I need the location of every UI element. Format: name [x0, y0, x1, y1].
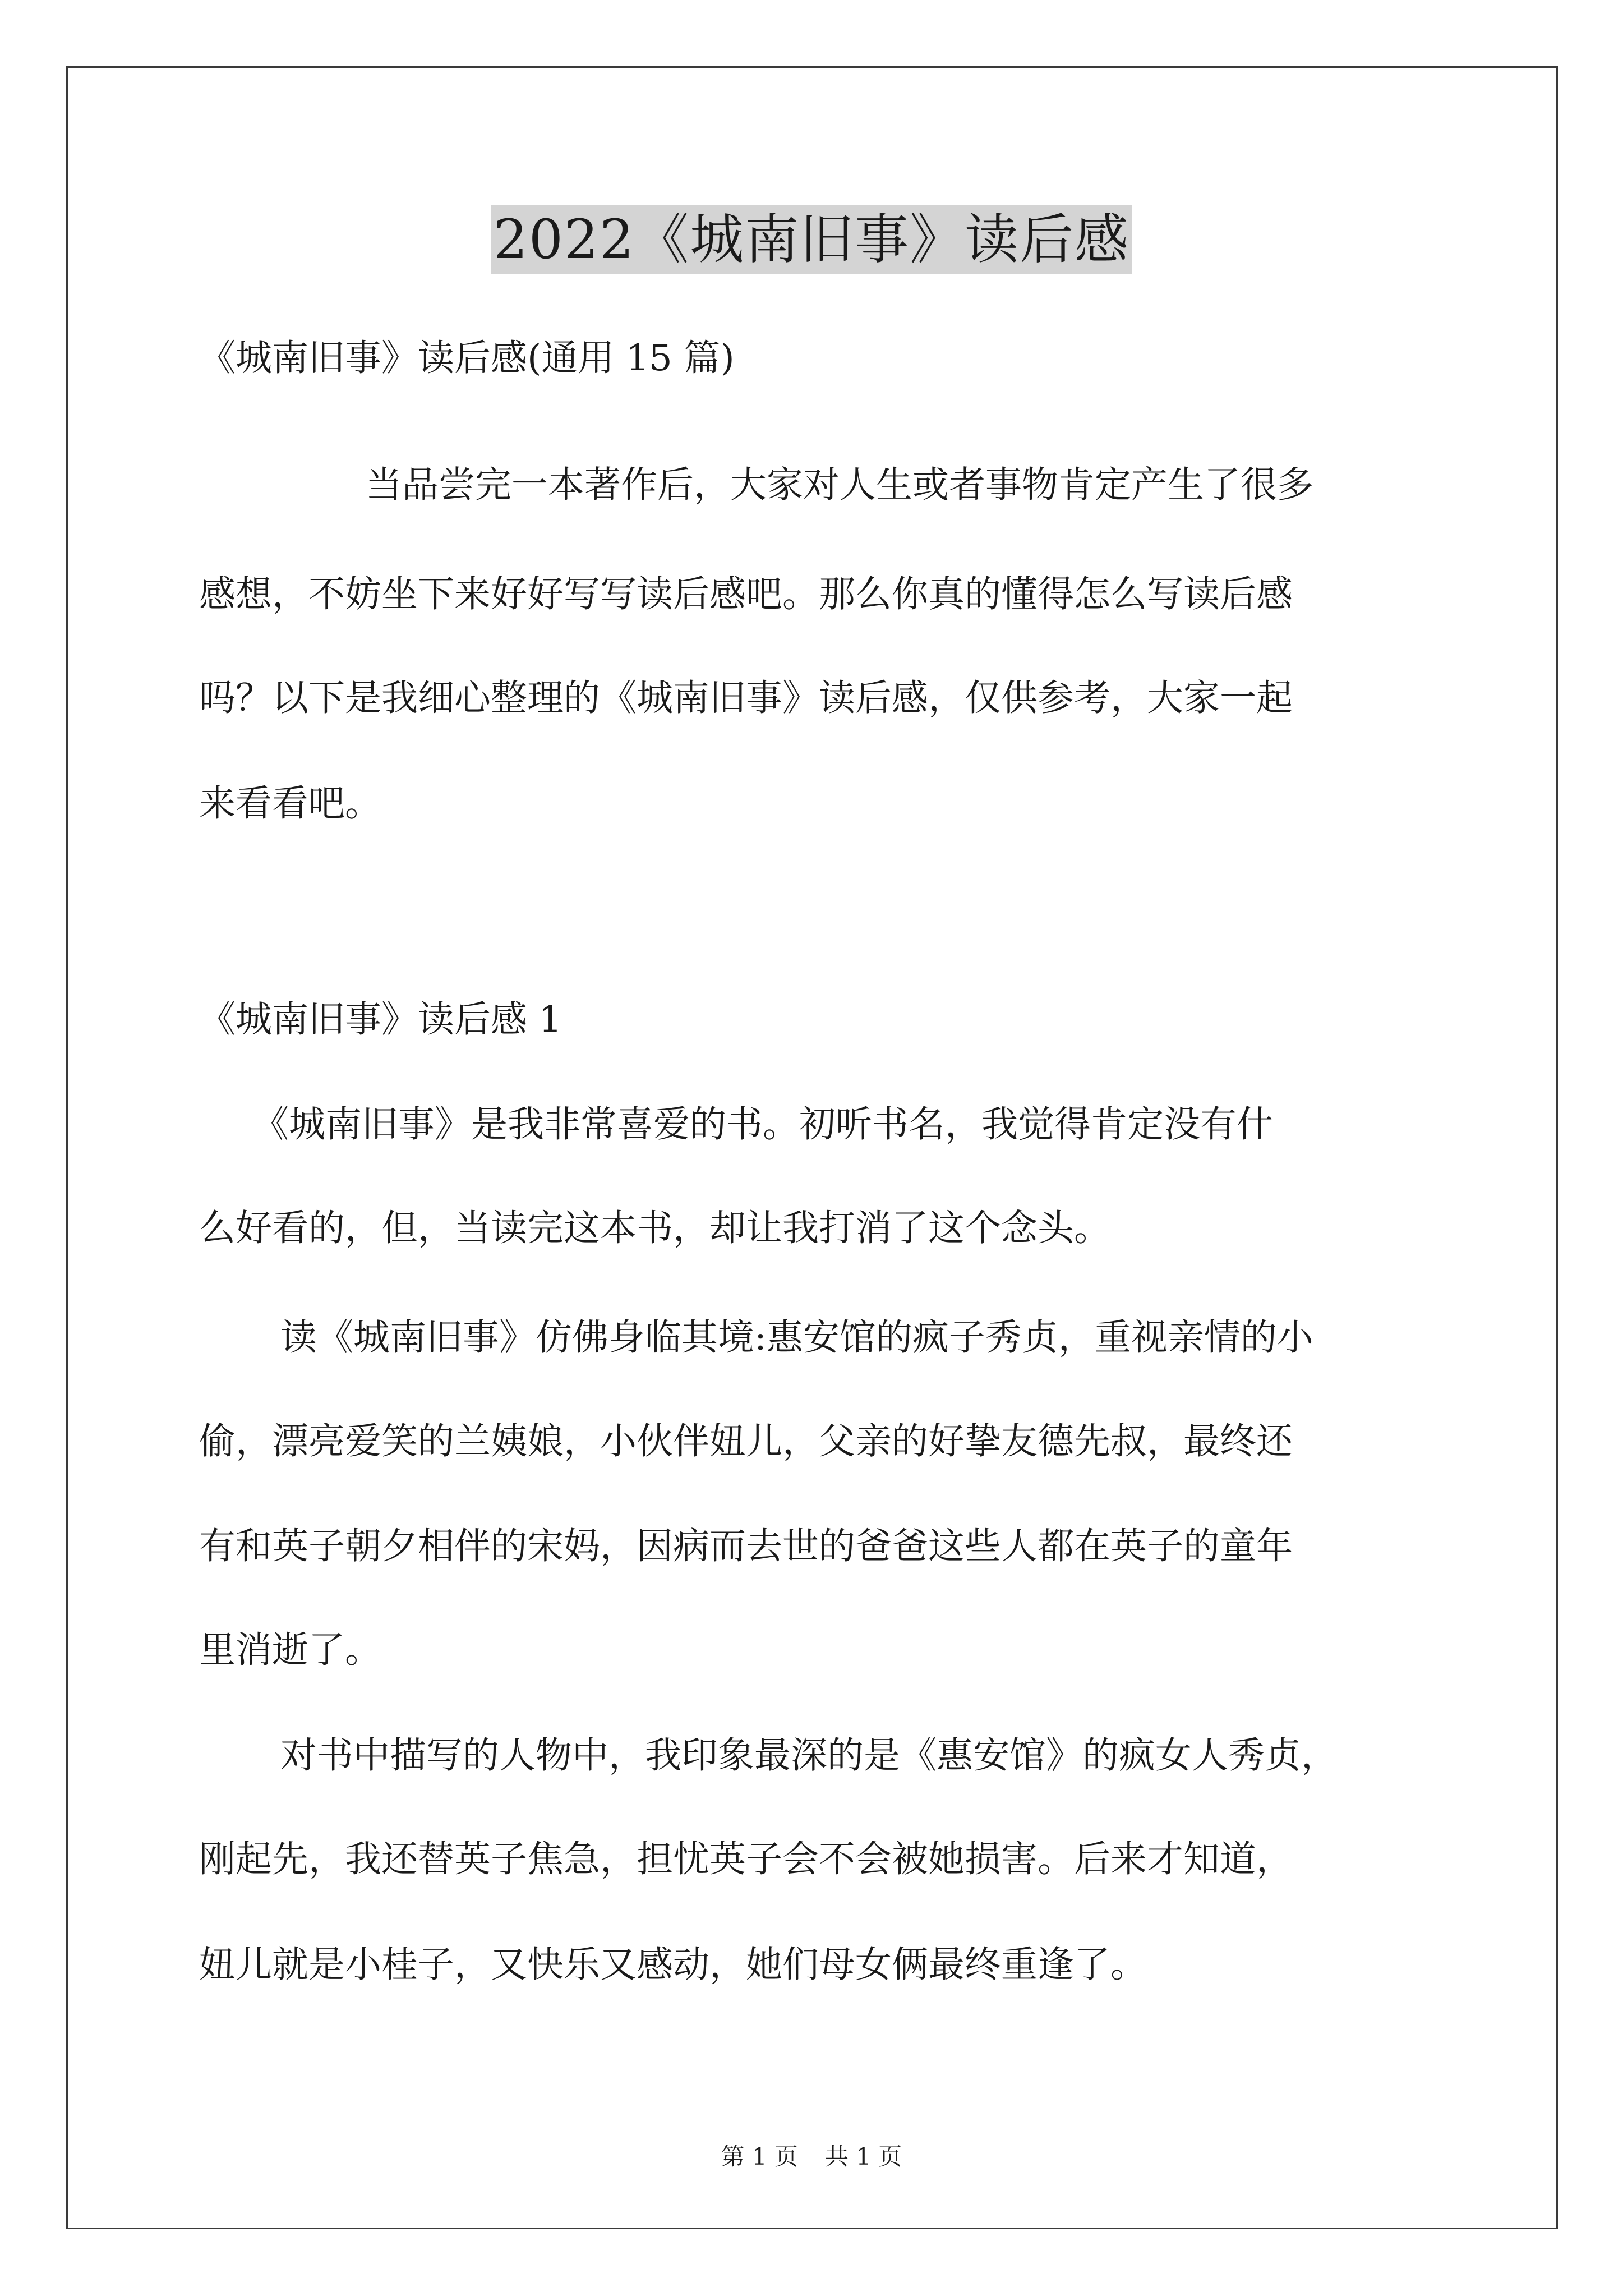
paragraph-line: 刚起先，我还替英子焦急，担忧英子会不会被她损害。后来才知道，: [199, 1838, 1293, 1880]
section-heading: 《城南旧事》读后感 1: [199, 999, 562, 1041]
paragraph-line: 偷，漂亮爱笑的兰姨娘，小伙伴妞儿，父亲的好挚友德先叔，最终还: [199, 1420, 1293, 1462]
document-subtitle: 《城南旧事》读后感(通用 15 篇): [199, 337, 735, 379]
paragraph-line: 读《城南旧事》仿佛身临其境:惠安馆的疯子秀贞，重视亲情的小: [280, 1317, 1313, 1359]
page-total: 共 1 页: [825, 2143, 902, 2170]
paragraph-line: 妞儿就是小桂子，又快乐又感动，她们母女俩最终重逢了。: [199, 1944, 1147, 1986]
intro-line: 来看看吧。: [199, 783, 382, 825]
page-footer: [0, 2140, 1623, 2174]
page-number: 第 1 页: [721, 2143, 798, 2170]
paragraph-line: 里消逝了。: [199, 1629, 382, 1671]
paragraph-line: 《城南旧事》是我非常喜爱的书。初听书名，我觉得肯定没有什: [252, 1103, 1274, 1145]
document-title: 2022《城南旧事》读后感: [0, 197, 1623, 282]
intro-line: 吗？以下是我细心整理的《城南旧事》读后感，仅供参考，大家一起: [199, 677, 1293, 719]
paragraph-line: 有和英子朝夕相伴的宋妈，因病而去世的爸爸这些人都在英子的童年: [199, 1525, 1293, 1567]
paragraph-line: 对书中描写的人物中，我印象最深的是《惠安馆》的疯女人秀贞，: [280, 1734, 1338, 1777]
paragraph-line: 么好看的，但，当读完这本书，却让我打消了这个念头。: [199, 1207, 1111, 1249]
intro-line: 感想，不妨坐下来好好写写读后感吧。那么你真的懂得怎么写读后感: [199, 573, 1293, 615]
intro-line: 当品尝完一本著作后，大家对人生或者事物肯定产生了很多: [366, 464, 1314, 506]
